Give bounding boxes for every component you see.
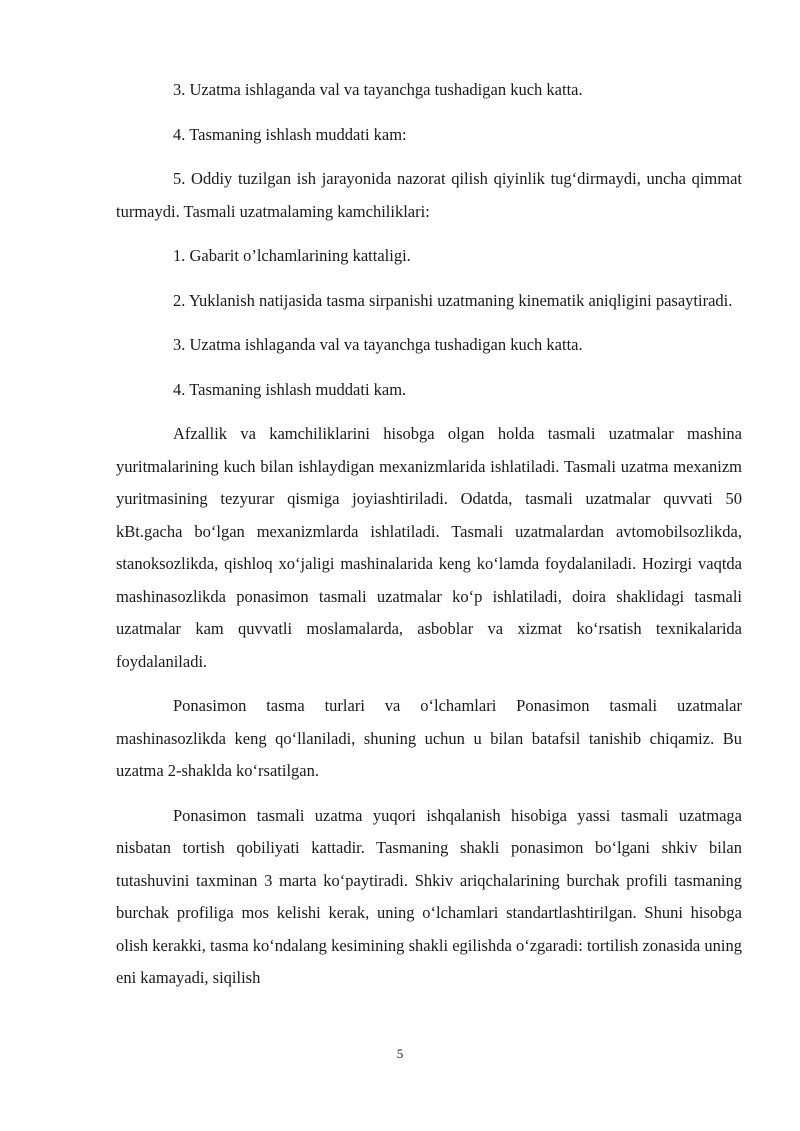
paragraph-vbelt-types: Ponasimon tasma turlari va o‘lchamlari Ponasimon tasmali uzatmalar mashinasozlikda keng qo‘llaniladi, shuning uchun u bilan batafsil tanishib chiqamiz. Bu uzatma 2-shaklda ko‘rsatilgan. — [116, 696, 742, 780]
paragraph-shortcoming-1: 1. Gabarit o’lchamlarining kattaligi. — [173, 246, 411, 265]
document-body — [116, 74, 742, 995]
paragraph-shortcoming-4: 4. Tasmaning ishlash muddati kam. — [173, 379, 407, 399]
paragraph-usage: Afzallik va kamchiliklarini hisobga olgan holda tasmali uzatmalar mashina yuritmalarining kuch bilan ishlaydigan mexanizmlarida ishlatiladi. Tasmali uzatma mexanizm yuritmasining tezyurar qismiga joyiashtiriladi. Odatda, tasmali uzatmalar quvvati 50 kBt.gacha bo‘lgan mexanizmlarda ishlatiladi. Tasmali uzatmalardan avtomobilsozlikda, stanoksozlikda, qishloq xo‘jaligi mashinalarida keng ko‘lamda foydalaniladi. Hozirgi vaqtda mashinasozlikda ponasimon tasmali uzatmalar ko‘p ishlatiladi, doira shaklidagi tasmali uzatmalar kam quvvatli moslamalarda, asboblar va xizmat ko‘rsatish texnikalarida foydalaniladi. — [116, 424, 742, 671]
paragraph-shortcoming-2: 2. Yuklanish natijasida tasma sirpanishi uzatmaning kinematik aniqligini pasaytiradi. — [173, 290, 733, 310]
paragraph-drawback-3: 3. Uzatma ishlaganda val va tayanchga tushadigan kuch katta. — [173, 80, 583, 99]
paragraph-drawback-4: 4. Tasmaning ishlash muddati kam: — [173, 124, 407, 144]
paragraph-shortcoming-3: 3. Uzatma ishlaganda val va tayanchga tushadigan kuch katta. — [173, 335, 583, 354]
paragraph-advantage-5: 5. Oddiy tuzilgan ish jarayonida nazorat qilish qiyinlik tug‘dirmaydi, uncha qimmat turmaydi. Tasmali uzatmalaming kamchiliklari: — [116, 169, 742, 221]
paragraph-vbelt-traction: Ponasimon tasmali uzatma yuqori ishqalanish hisobiga yassi tasmali uzatmaga nisbatan tortish qobiliyati kattadir. Tasmaning shakli ponasimon bo‘lgani shkiv bilan tutashuvini taxminan 3 marta ko‘paytiradi. Shkiv ariqchalarining burchak profili tasmaning burchak profiliga mos kelishi kerak, uning o‘lchamlari standartlashtirilgan. Shuni hisobga olish kerakki, tasma ko‘ndalang kesimining shakli egilishda o‘zgaradi: tortilish zonasida uning eni kamayadi, siqilish — [116, 805, 742, 987]
page-number: 5 — [396, 1046, 404, 1061]
